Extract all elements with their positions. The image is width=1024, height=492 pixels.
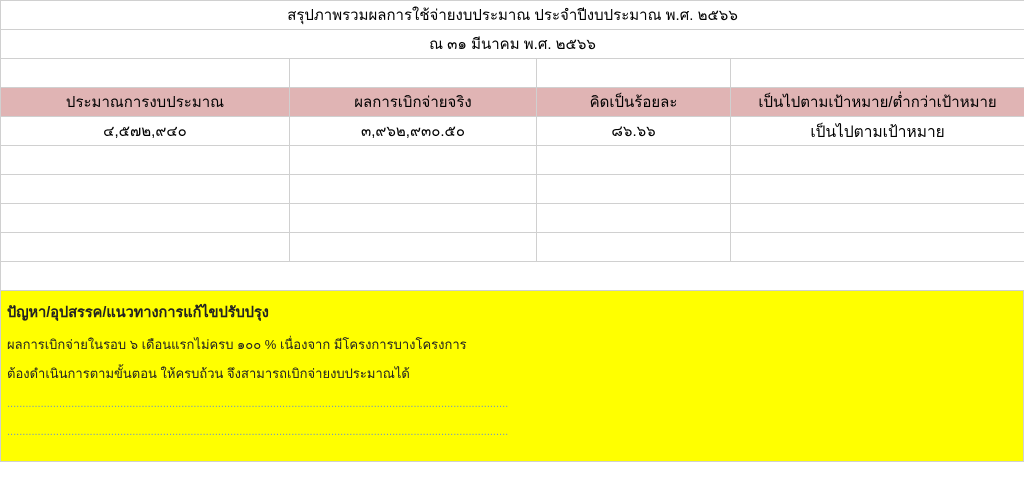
cell-empty — [290, 175, 537, 204]
cell-empty — [537, 146, 731, 175]
spacer-cell-3 — [537, 59, 731, 88]
cell-empty — [731, 204, 1024, 233]
cell-empty — [290, 204, 537, 233]
cell-empty — [731, 175, 1024, 204]
cell-empty — [1, 233, 290, 262]
cell-empty — [731, 233, 1024, 262]
document-subtitle: ณ ๓๑ มีนาคม พ.ศ. ๒๕๖๖ — [1, 30, 1024, 59]
blank-separator-row — [1, 262, 1024, 291]
cell-percentage: ๘๖.๖๖ — [537, 117, 731, 146]
spacer-cell-2 — [290, 59, 537, 88]
cell-empty — [537, 204, 731, 233]
cell-budget-estimate: ๔,๕๗๒,๙๔๐ — [1, 117, 290, 146]
blank-separator-cell — [1, 262, 1024, 291]
issues-note-block — [0, 291, 1024, 462]
table-row — [1, 146, 1024, 175]
column-header-percentage: คิดเป็นร้อยละ — [537, 88, 731, 117]
spacer-row — [1, 59, 1024, 88]
cell-empty — [537, 175, 731, 204]
spacer-cell-1 — [1, 59, 290, 88]
cell-empty — [290, 146, 537, 175]
table-row — [1, 204, 1024, 233]
cell-empty — [731, 146, 1024, 175]
title-row — [1, 1, 1024, 30]
column-header-budget-estimate: ประมาณการงบประมาณ — [1, 88, 290, 117]
cell-empty — [290, 233, 537, 262]
cell-empty — [1, 204, 290, 233]
subtitle-row — [1, 30, 1024, 59]
note-line-2: ต้องดำเนินการตามขั้นตอน ให้ครบถ้วน จึงสามารถเบิกจ่ายงบประมาณได้ — [7, 366, 410, 381]
cell-empty — [1, 146, 290, 175]
column-header-target-status: เป็นไปตามเป้าหมาย/ต่ำกว่าเป้าหมาย — [731, 88, 1024, 117]
table-row — [1, 233, 1024, 262]
cell-actual-disbursement: ๓,๙๖๒,๙๓๐.๕๐ — [290, 117, 537, 146]
spacer-cell-4 — [731, 59, 1024, 88]
table-row — [1, 117, 1024, 146]
table-row — [1, 175, 1024, 204]
cell-empty — [1, 175, 290, 204]
column-header-actual-disbursement: ผลการเบิกจ่ายจริง — [290, 88, 537, 117]
table-header-row — [1, 88, 1024, 117]
note-title: ปัญหา/อุปสรรค/แนวทางการแก้ไขปรับปรุง — [7, 305, 269, 321]
document-title: สรุปภาพรวมผลการใช้จ่ายงบประมาณ ประจำปีงบประมาณ พ.ศ. ๒๕๖๖ — [1, 1, 1024, 30]
note-dotted-line-1: .................................................................................................................................................................... — [7, 398, 509, 410]
note-dotted-line-2: .................................................................................................................................................................... — [7, 426, 509, 438]
note-line-1: ผลการเบิกจ่ายในรอบ ๖ เดือนแรกไม่ครบ ๑๐๐ % เนื่องจาก มีโครงการบางโครงการ — [7, 337, 467, 352]
cell-empty — [537, 233, 731, 262]
cell-target-status: เป็นไปตามเป้าหมาย — [731, 117, 1024, 146]
